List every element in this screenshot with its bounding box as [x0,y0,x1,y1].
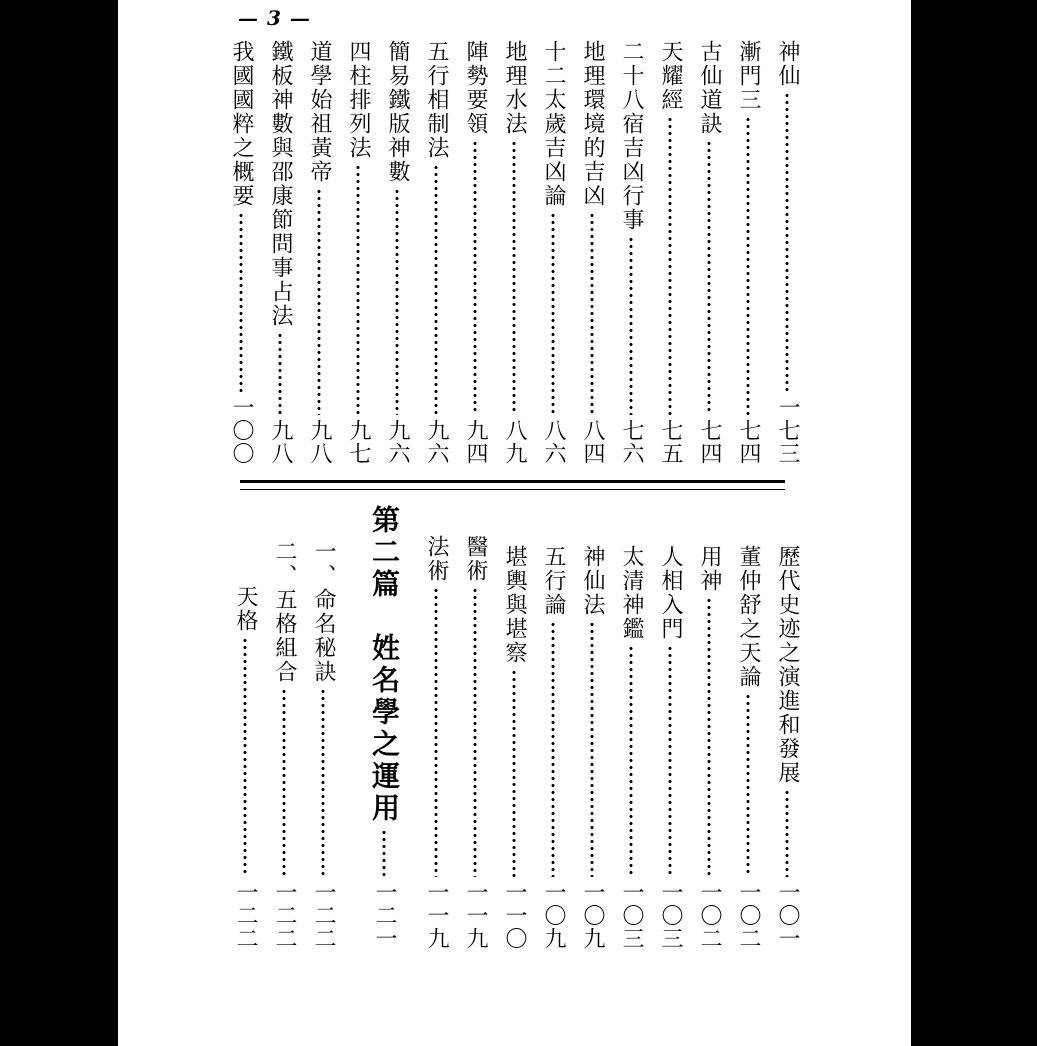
toc-entry-title: 我國國粹之概要 [229,40,254,208]
book-page [118,0,911,1046]
toc-entry-page: 一七三 [775,396,800,465]
toc-entry-page: 九八 [268,419,293,465]
leader-dots [382,829,386,877]
leader-dots [746,116,750,415]
toc-entry-page: 一二二 [311,881,336,950]
toc-entry-title: 五行相制法 [424,40,449,160]
leader-dots [473,140,477,415]
toc-entry [265,540,303,950]
toc-entry [300,40,338,465]
toc-entry-page: 一〇九 [580,881,605,950]
toc-entry [573,40,611,465]
toc-entry-title: 地理環境的吉凶 [580,40,605,208]
toc-entry-page: 九八 [307,419,332,465]
toc-entry-title: 歷代史迹之演進和發展 [775,545,800,785]
toc-entry-page: 七四 [697,419,722,465]
leader-dots [512,669,516,877]
toc-entry-title: 四柱排列法 [346,40,371,160]
part-heading-page: 一二一 [372,881,397,950]
toc-entry [768,40,806,465]
toc-entry-page: 一〇二 [736,881,761,950]
toc-entry [456,535,494,950]
toc-entry-title: 道學始祖黃帝 [307,40,332,184]
leader-dots [321,688,325,877]
toc-entry [729,545,767,950]
toc-entry [690,40,728,465]
toc-entry-title: 神仙法 [580,545,605,617]
toc-entry [339,40,377,465]
toc-entry-page: 一一九 [463,881,488,950]
toc-entry-title: 地理水法 [502,40,527,136]
toc-entry [534,545,572,950]
toc-entry-title: 人相入門 [658,545,683,641]
toc-entry-title: 陣勢要領 [463,40,488,136]
leader-dots [707,597,711,877]
leader-dots [239,212,243,392]
toc-entry-title: 簡易鐵版神數 [385,40,410,184]
toc-entry-title: 一、命名秘訣 [311,540,336,684]
leader-dots [434,587,438,877]
toc-entry [573,545,611,950]
toc-entry-page: 七五 [658,419,683,465]
part-heading [362,505,406,950]
leader-dots [551,621,555,877]
toc-entry-page: 一〇三 [619,881,644,950]
leader-dots [395,188,399,415]
toc-entry [495,545,533,950]
toc-entry-title: 漸門三 [736,40,761,112]
toc-entry-page: 一一〇 [502,881,527,950]
toc-entry-title: 天格 [233,585,258,633]
toc-entry-page: 八九 [502,419,527,465]
toc-entry [612,40,650,465]
toc-entry [417,40,455,465]
leader-dots [629,645,633,877]
leader-dots [590,212,594,415]
toc-entry-page: 九六 [385,419,410,465]
toc-entry-title: 神仙 [775,40,800,88]
toc-entry [534,40,572,465]
toc-entry [222,40,260,465]
toc-entry-page: 八六 [541,419,566,465]
toc-entry-title: 天耀經 [658,40,683,112]
toc-entry [456,40,494,465]
toc-entry-page: 一二二 [233,881,258,950]
toc-entry-page: 一〇二 [697,881,722,950]
toc-entry-page: 一〇九 [541,881,566,950]
toc-entry-title: 用神 [697,545,722,593]
toc-entry-page: 一一九 [424,881,449,950]
toc-entry-title: 古仙道訣 [697,40,722,136]
toc-entry-page: 七六 [619,419,644,465]
toc-entry-page: 九六 [424,419,449,465]
toc-entry-title: 二、五格組合 [272,540,297,684]
toc-entry [651,40,689,465]
toc-entry-page: 一〇三 [658,881,683,950]
leader-dots [785,789,789,877]
toc-entry [495,40,533,465]
leader-dots [551,212,555,415]
section-divider [240,480,785,490]
toc-entry-title: 太清神鑑 [619,545,644,641]
leader-dots [707,140,711,415]
leader-dots [278,332,282,415]
leader-dots [317,188,321,415]
leader-dots [434,164,438,415]
leader-dots [785,92,789,392]
leader-dots [473,587,477,877]
leader-dots [512,140,516,415]
toc-entry-title: 鐵板神數與邵康節問事占法 [268,40,293,328]
page-number: — 3 — [238,6,311,30]
leader-dots [356,164,360,415]
toc-entry [729,40,767,465]
toc-entry-page: 八四 [580,419,605,465]
leader-dots [629,236,633,415]
toc-entry [417,535,455,950]
toc-entry-title: 醫術 [463,535,488,583]
toc-entry-title: 十二太歲吉凶論 [541,40,566,208]
part-heading-title: 第二篇 姓名學之運用 [368,505,401,825]
leader-dots [243,637,247,877]
toc-entry [690,545,728,950]
toc-entry [261,40,299,465]
toc-entry-title: 法術 [424,535,449,583]
toc-entry-title: 董仲舒之天論 [736,545,761,689]
toc-entry-page: 九四 [463,419,488,465]
leader-dots [668,645,672,877]
toc-entry-page: 一〇〇 [229,396,254,465]
toc-entry-page: 一二二 [272,881,297,950]
toc-entry-title: 五行論 [541,545,566,617]
toc-entry [768,545,806,950]
toc-entry-page: 九七 [346,419,371,465]
toc-entry [226,585,264,950]
toc-entry [304,540,342,950]
leader-dots [668,116,672,415]
toc-entry [651,545,689,950]
toc-entry-page: 七四 [736,419,761,465]
toc-entry-title: 二十八宿吉凶行事 [619,40,644,232]
toc-entry-page: 一〇一 [775,881,800,950]
leader-dots [590,621,594,877]
toc-entry [612,545,650,950]
leader-dots [746,693,750,877]
toc-entry-title: 堪輿與堪察 [502,545,527,665]
leader-dots [282,688,286,877]
toc-entry [378,40,416,465]
